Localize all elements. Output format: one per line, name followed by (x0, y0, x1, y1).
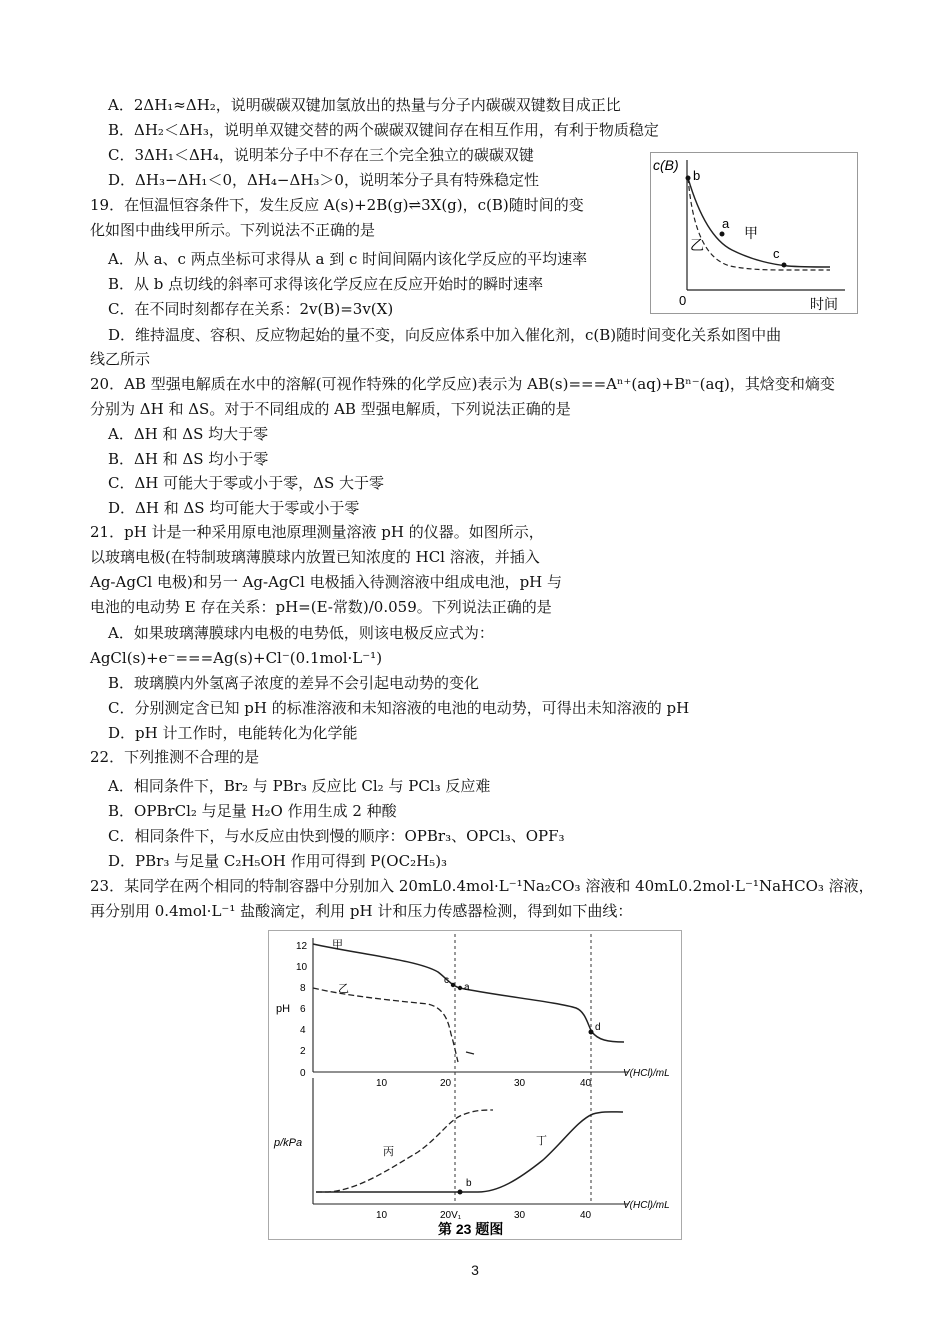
point-b (458, 1190, 463, 1195)
ph-tick-2: 2 (300, 1046, 306, 1057)
point-a (458, 986, 462, 990)
q19-label-yi: 乙 (690, 237, 704, 253)
q19-option-b: B．从 b 点切线的斜率可求得该化学反应在反应开始时的瞬时速率 (108, 275, 544, 293)
label-c: c (444, 975, 449, 986)
q19-x-label: 时间 (810, 296, 838, 312)
q18-option-b: B．ΔH₂＜ΔH₃，说明单双键交替的两个碳碳双键间存在相互作用，有利于物质稳定 (108, 121, 659, 139)
q19-option-a: A．从 a、c 两点坐标可求得从 a 到 c 时间间隔内该化学反应的平均速率 (108, 250, 588, 268)
q20-stem-line1: 20．AB 型强电解质在水中的溶解(可视作特殊的化学反应)表示为 AB(s)===Aⁿ⁺(aq)+Bⁿ⁻(aq)，其焓变和熵变 (90, 375, 835, 393)
ph-x-tick-40: 40 (580, 1078, 592, 1089)
q20-option-b: B．ΔH 和 ΔS 均小于零 (108, 450, 269, 468)
q22-option-b: B．OPBrCl₂ 与足量 H₂O 作用生成 2 种酸 (108, 802, 397, 820)
q19-label-b: b (693, 168, 701, 183)
ph-x-tick-30: 30 (514, 1078, 526, 1089)
q21-option-c: C．分别测定含已知 pH 的标准溶液和未知溶液的电池的电动势，可得出未知溶液的 pH (108, 699, 690, 717)
q19-label-a: a (722, 216, 730, 231)
q23-figure (268, 930, 682, 1240)
q19-figure (650, 152, 858, 314)
q19-stem-line1: 19．在恒温恒容条件下，发生反应 A(s)+2B(g)⇌3X(g)，c(B)随时间的变 (90, 196, 584, 214)
p-x-tick-20v1: 20V₁ (440, 1210, 462, 1221)
point-c (451, 983, 455, 987)
ph-tick-6: 6 (300, 1004, 306, 1015)
label-b: b (466, 1178, 472, 1189)
p-y-label: p/kPa (274, 1137, 303, 1149)
label-yi: 乙 (338, 983, 349, 995)
ph-y-label: pH (276, 1003, 291, 1015)
q19-point-b (686, 176, 691, 181)
label-jia: 甲 (332, 939, 343, 951)
ph-tick-10: 10 (296, 962, 308, 973)
q18-option-d: D．ΔH₃−ΔH₁＜0，ΔH₄−ΔH₃＞0，说明苯分子具有特殊稳定性 (108, 171, 539, 189)
q21-option-a-line2: AgCl(s)+e⁻===Ag(s)+Cl⁻(0.1mol·L⁻¹) (90, 649, 383, 667)
q19-label-jia: 甲 (744, 225, 758, 241)
q21-stem-line4: 电池的电动势 E 存在关系：pH=(E-常数)/0.059。下列说法正确的是 (90, 598, 552, 616)
ph-tick-8: 8 (300, 983, 306, 994)
q23-stem-line1: 23．某同学在两个相同的特制容器中分别加入 20mL0.4mol·L⁻¹Na₂CO₃ 溶液和 40mL0.2mol·L⁻¹NaHCO₃ 溶液， (90, 877, 874, 895)
q20-option-a: A．ΔH 和 ΔS 均大于零 (108, 425, 269, 443)
q19-point-a (720, 232, 725, 237)
q20-option-c: C．ΔH 可能大于零或小于零，ΔS 大于零 (108, 474, 385, 492)
p-x-label: V(HCl)/mL (623, 1200, 670, 1211)
q19-stem-line2: 化如图中曲线甲所示。下列说法不正确的是 (90, 221, 376, 239)
q23-figure-caption: 第 23 题图 (438, 1221, 504, 1237)
q22-option-a: A．相同条件下，Br₂ 与 PBr₃ 反应比 Cl₂ 与 PCl₃ 反应难 (108, 777, 491, 795)
label-bing: 丙 (383, 1146, 394, 1158)
ph-tick-0: 0 (300, 1068, 306, 1079)
q19-origin: 0 (679, 293, 687, 308)
q21-option-b: B．玻璃膜内外氢离子浓度的差异不会引起电动势的变化 (108, 674, 480, 692)
q20-option-d: D．ΔH 和 ΔS 均可能大于零或小于零 (108, 499, 360, 517)
q19-point-c (782, 263, 787, 268)
q20-stem-line2: 分别为 ΔH 和 ΔS。对于不同组成的 AB 型强电解质，下列说法正确的是 (90, 400, 571, 418)
q19-option-c: C．在不同时刻都存在关系：2v(B)=3v(X) (108, 300, 394, 318)
q18-option-c: C．3ΔH₁＜ΔH₄，说明苯分子中不存在三个完全独立的碳碳双键 (108, 146, 534, 164)
ph-x-label: V(HCl)/mL (623, 1068, 670, 1079)
label-d: d (595, 1022, 601, 1033)
q21-option-d: D．pH 计工作时，电能转化为化学能 (108, 724, 358, 742)
q22-stem: 22．下列推测不合理的是 (90, 748, 260, 766)
q21-stem-line2: 以玻璃电极(在特制玻璃薄膜球内放置已知浓度的 HCl 溶液，并插入 (90, 548, 540, 566)
ph-tick-12: 12 (296, 941, 308, 952)
ph-x-tick-20: 20 (440, 1078, 452, 1089)
q22-option-d: D．PBr₃ 与足量 C₂H₅OH 作用可得到 P(OC₂H₅)₃ (108, 852, 448, 870)
p-x-tick-30: 30 (514, 1210, 526, 1221)
q18-option-a: A．2ΔH₁≈ΔH₂，说明碳碳双键加氢放出的热量与分子内碳碳双键数目成正比 (108, 96, 621, 114)
page-number: 3 (471, 1262, 479, 1278)
q22-option-c: C．相同条件下，与水反应由快到慢的顺序：OPBr₃、OPCl₃、OPF₃ (108, 827, 565, 845)
q19-y-label: c(B) (653, 157, 679, 173)
ph-tick-4: 4 (300, 1025, 306, 1036)
q21-stem-line3: Ag-AgCl 电极)和另一 Ag-AgCl 电极插入待测溶液中组成电池，pH 与 (90, 573, 563, 591)
ph-x-tick-10: 10 (376, 1078, 388, 1089)
q19-option-d-line2: 线乙所示 (90, 350, 151, 368)
q19-option-d-line1: D．维持温度、容积、反应物起始的量不变，向反应体系中加入催化剂，c(B)随时间变化关系如图中曲 (108, 326, 782, 344)
q19-label-c: c (773, 246, 780, 261)
q21-stem-line1: 21．pH 计是一种采用原电池原理测量溶液 pH 的仪器。如图所示， (90, 523, 544, 541)
p-x-tick-40: 40 (580, 1210, 592, 1221)
q23-stem-line2: 再分别用 0.4mol·L⁻¹ 盐酸滴定，利用 pH 计和压力传感器检测，得到如下曲线： (90, 902, 633, 920)
q21-option-a-line1: A．如果玻璃薄膜球内电极的电势低，则该电极反应式为： (108, 624, 494, 642)
point-d (589, 1030, 594, 1035)
label-a: a (464, 982, 470, 993)
p-x-tick-10: 10 (376, 1210, 388, 1221)
label-ding: 丁 (536, 1135, 547, 1147)
